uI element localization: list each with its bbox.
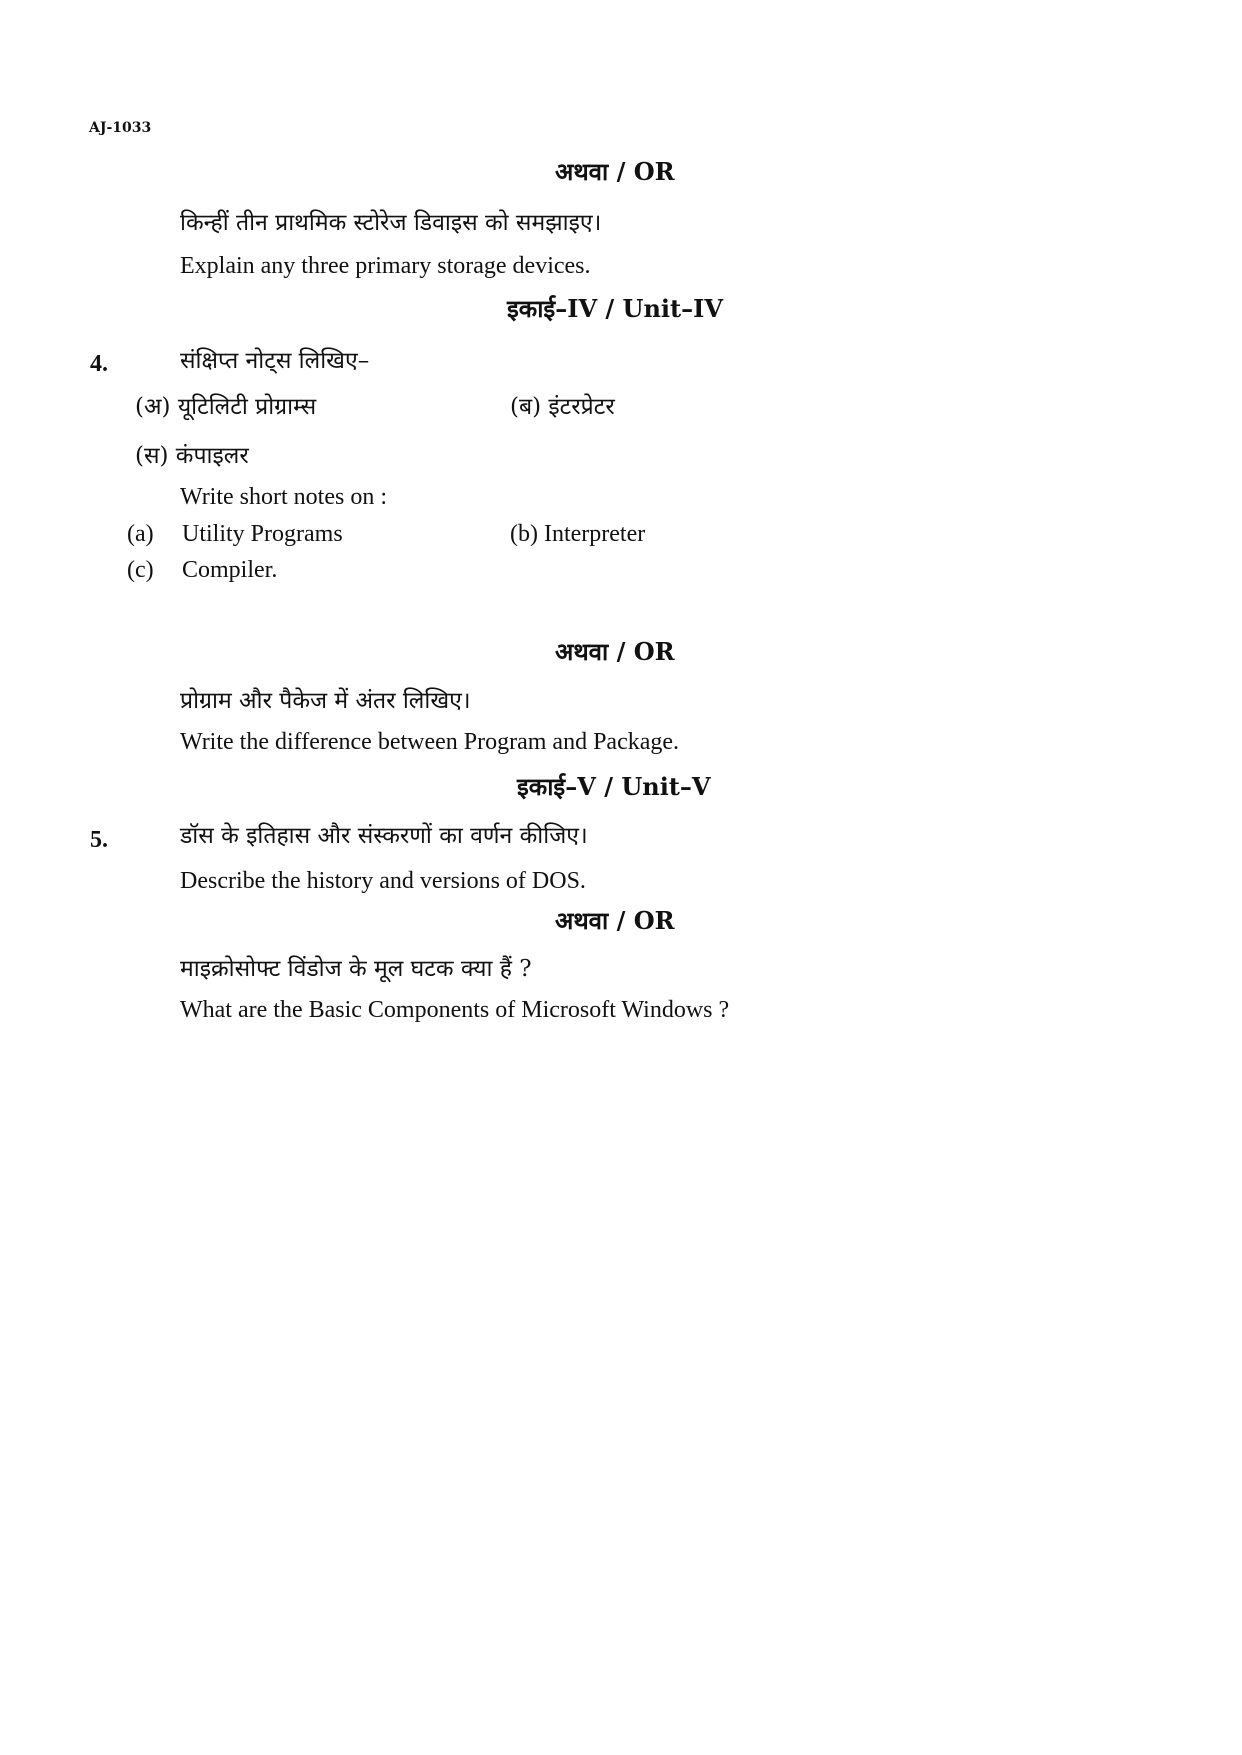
q4-en-a-label: (a): [127, 521, 154, 547]
q4-hindi: संक्षिप्त नोट्स लिखिए–: [180, 348, 370, 374]
unit-v-heading: इकाई–V / Unit–V: [517, 772, 711, 801]
q5-or-english: What are the Basic Components of Microsoft Windows ?: [180, 997, 730, 1023]
or-heading-q5: अथवा / OR: [555, 906, 675, 935]
unit-iv-heading: इकाई–IV / Unit–IV: [507, 294, 723, 323]
q4-or-hindi: प्रोग्राम और पैकेज में अंतर लिखिए।: [180, 688, 471, 714]
q3-or-hindi: किन्हीं तीन प्राथमिक स्टोरेज डिवाइस को समझाइए।: [180, 210, 602, 236]
q4-hindi-b: (ब) इंटरप्रेटर: [510, 394, 615, 420]
paper-code: AJ-1033: [89, 120, 152, 136]
q4-number: 4.: [90, 351, 108, 377]
q5-or-hindi: माइक्रोसोफ्ट विंडोज के मूल घटक क्या हैं ?: [180, 956, 532, 982]
q4-english: Write short notes on :: [180, 484, 387, 510]
q4-en-c-label: (c): [127, 557, 154, 583]
or-heading-q3: अथवा / OR: [555, 157, 675, 186]
q4-hindi-a: (अ) यूटिलिटी प्रोग्राम्स: [135, 394, 317, 420]
or-heading-q4: अथवा / OR: [555, 637, 675, 666]
q4-hindi-c: (स) कंपाइलर: [135, 443, 249, 469]
q4-en-c: Compiler.: [182, 557, 278, 583]
q4-or-english: Write the difference between Program and Package.: [180, 729, 680, 755]
q4-en-a: Utility Programs: [182, 521, 343, 547]
q5-number: 5.: [90, 827, 108, 853]
q5-hindi: डॉस के इतिहास और संस्करणों का वर्णन कीजिए।: [180, 823, 588, 849]
q3-or-english: Explain any three primary storage devices.: [180, 253, 591, 279]
q5-english: Describe the history and versions of DOS.: [180, 868, 586, 894]
q4-en-b: (b) Interpreter: [510, 521, 646, 547]
